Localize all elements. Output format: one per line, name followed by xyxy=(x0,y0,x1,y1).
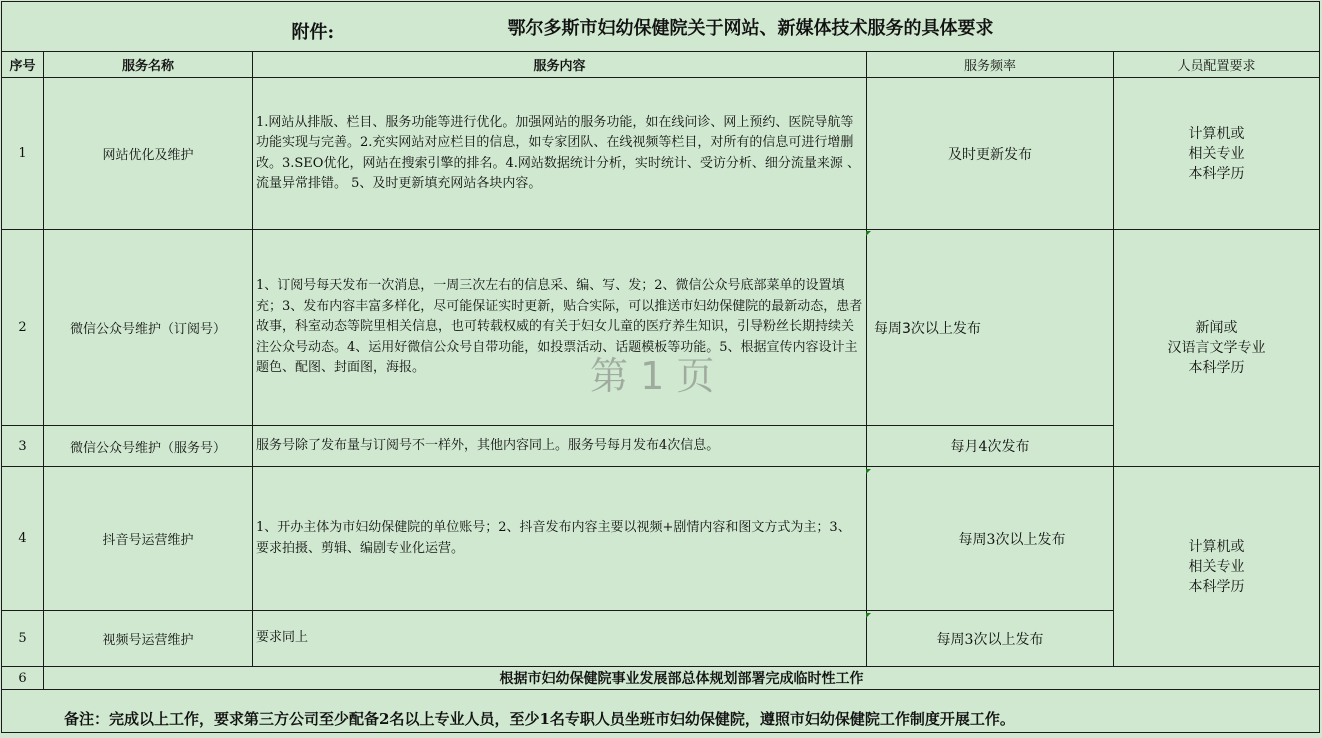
page-watermark: 第 1 页 xyxy=(590,354,715,398)
row-number-cell[interactable]: 1 xyxy=(2,78,44,230)
row-number-cell[interactable]: 2 xyxy=(2,230,44,426)
table-row xyxy=(2,78,1320,230)
staff-line: 汉语言文学专业 xyxy=(1167,340,1266,356)
header-staff[interactable]: 人员配置要求 xyxy=(1114,52,1320,78)
row-number-cell[interactable]: 5 xyxy=(2,611,44,667)
staff-line: 相关专业 xyxy=(1188,558,1245,575)
header-service-name[interactable]: 服务名称 xyxy=(44,52,253,78)
cell-marker-icon xyxy=(866,231,871,236)
frequency-cell[interactable]: 每周3次以上发布 xyxy=(867,230,1114,426)
header-row xyxy=(2,52,1320,78)
service-name-cell[interactable]: 抖音号运营维护 xyxy=(44,467,253,611)
table-row xyxy=(2,230,1320,426)
row-number-cell[interactable]: 3 xyxy=(2,426,44,467)
frequency-cell[interactable]: 每周3次以上发布 xyxy=(867,611,1114,667)
requirements-table xyxy=(1,1,1320,733)
staff-line: 相关专业 xyxy=(1188,145,1245,162)
note-cell[interactable]: 备注：完成以上工作，要求第三方公司至少配备2名以上专业人员，至少1名专职人员坐班市妇幼保健院，遵照市妇幼保健院工作制度开展工作。 xyxy=(2,690,1320,733)
attachment-label: 附件: xyxy=(291,21,335,43)
service-name-cell[interactable]: 网站优化及维护 xyxy=(44,78,253,230)
note-row xyxy=(2,690,1320,733)
staff-requirement-cell[interactable] xyxy=(1114,467,1320,667)
staff-requirement-cell[interactable] xyxy=(1114,230,1320,467)
frequency-cell[interactable]: 及时更新发布 xyxy=(867,78,1114,230)
frequency-cell[interactable]: 每月4次发布 xyxy=(867,426,1114,467)
service-content-cell[interactable]: 1、订阅号每天发布一次消息，一周三次左右的信息采、编、写、发；2、微信公众号底部菜单的设置填充；3、发布内容丰富多样化，尽可能保证实时更新，贴合实际，可以推送市妇幼保健院的最新动态，患者故事，科室动态等院里相关信息，也可转载权威的有关于妇女儿童的医疗养生知识，引导粉丝长期持续关注公众号动态。4、运用好微信公众号自带功能，如投票活动、话题模板等功能。5、根据宣传内容设计主题色、配图、封面图，海报。 xyxy=(253,230,867,426)
service-content-cell[interactable]: 1、开办主体为市妇幼保健院的单位账号；2、抖音发布内容主要以视频+剧情内容和图文方式为主；3、要求拍摄、剪辑、编剧专业化运营。 xyxy=(253,467,867,611)
service-content-cell[interactable]: 要求同上 xyxy=(253,611,867,667)
table-row xyxy=(2,467,1320,611)
header-service-content[interactable]: 服务内容 xyxy=(253,52,867,78)
staff-line: 计算机或 xyxy=(1188,538,1245,555)
frequency-cell[interactable]: 每周3次以上发布 xyxy=(867,467,1114,611)
service-content-cell[interactable]: 1.网站从排版、栏目、服务功能等进行优化。加强网站的服务功能，如在线问诊、网上预约、医院导航等功能实现与完善。2.充实网站对应栏目的信息，如专家团队、在线视频等栏目，对所有的信息可进行增删改。3.SEO优化，网站在搜索引擎的排名。4.网站数据统计分析，实时统计、受访分析、细分流量来源 、流量异常排错。 5、及时更新填充网站各块内容。 xyxy=(253,78,867,230)
service-name-cell[interactable]: 视频号运营维护 xyxy=(44,611,253,667)
staff-line: 本科学历 xyxy=(1188,578,1245,595)
service-content-cell[interactable]: 服务号除了发布量与订阅号不一样外，其他内容同上。服务号每月发布4次信息。 xyxy=(253,426,867,467)
service-name-cell[interactable]: 微信公众号维护（服务号） xyxy=(44,426,253,467)
header-frequency[interactable]: 服务频率 xyxy=(867,52,1114,78)
cell-marker-icon xyxy=(866,469,871,474)
cell-marker-icon xyxy=(866,613,871,618)
temporary-work-cell[interactable]: 根据市妇幼保健院事业发展部总体规划部署完成临时性工作 xyxy=(44,667,1320,690)
staff-requirement-cell[interactable] xyxy=(1114,78,1320,230)
row-number-cell[interactable]: 6 xyxy=(2,667,44,690)
title-row xyxy=(2,2,1320,52)
staff-line: 本科学历 xyxy=(1188,360,1245,376)
staff-line: 本科学历 xyxy=(1188,165,1245,182)
table-row xyxy=(2,667,1320,690)
staff-line: 新闻或 xyxy=(1195,320,1238,336)
row-number-cell[interactable]: 4 xyxy=(2,467,44,611)
title-cell[interactable] xyxy=(2,2,1320,52)
service-name-cell[interactable]: 微信公众号维护（订阅号） xyxy=(44,230,253,426)
header-no[interactable]: 序号 xyxy=(2,52,44,78)
document-title: 鄂尔多斯市妇幼保健院关于网站、新媒体技术服务的具体要求 xyxy=(507,17,994,39)
staff-line: 计算机或 xyxy=(1188,125,1245,142)
